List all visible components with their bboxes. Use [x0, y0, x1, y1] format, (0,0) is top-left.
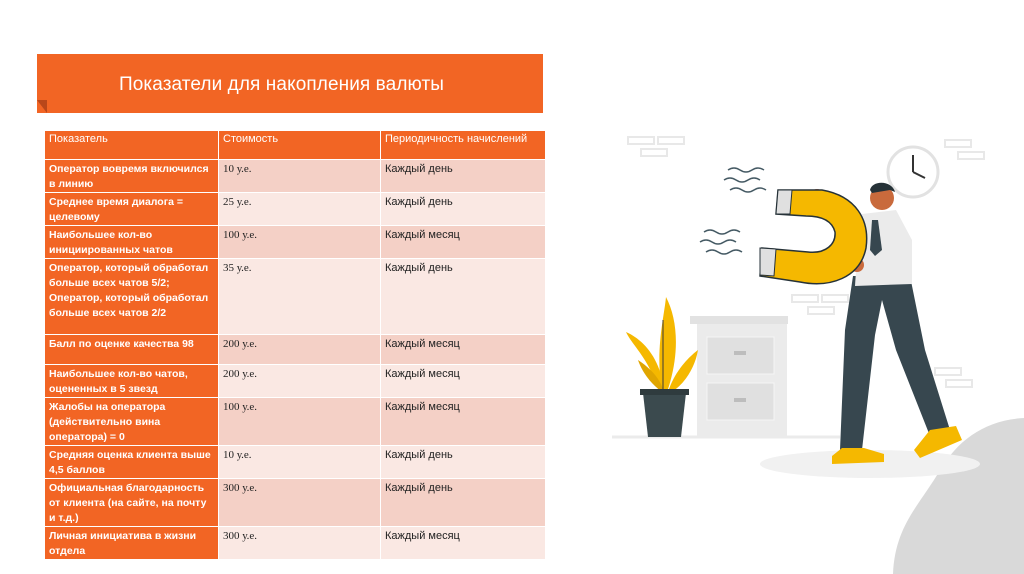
table-row — [45, 398, 546, 446]
table-row — [45, 259, 546, 335]
cost-cell: 200 у.е. — [219, 335, 381, 365]
cost-cell: 35 у.е. — [219, 259, 381, 335]
wall-clock-icon — [888, 147, 938, 197]
period-cell: Каждый месяц — [381, 226, 546, 259]
period-cell: Каждый месяц — [381, 527, 546, 560]
cabinet-icon — [690, 316, 788, 437]
cost-cell: 100 у.е. — [219, 398, 381, 446]
header-indicator: Показатель — [45, 131, 219, 160]
page-title: Показатели для накопления валюты — [119, 74, 445, 95]
indicator-cell: Личная инициатива в жизни отдела — [45, 527, 219, 560]
indicator-cell: Официальная благодарность от клиента (на сайте, на почту и т.д.) — [45, 479, 219, 527]
potted-plant-icon — [626, 297, 698, 437]
period-cell: Каждый день — [381, 160, 546, 193]
indicator-cell: Оператор вовремя включился в линию — [45, 160, 219, 193]
illustration — [600, 120, 1024, 574]
table-row — [45, 479, 546, 527]
header-period: Периодичность начислений — [381, 131, 546, 160]
cost-cell: 100 у.е. — [219, 226, 381, 259]
table-row — [45, 193, 546, 226]
table-row — [45, 335, 546, 365]
period-cell: Каждый месяц — [381, 398, 546, 446]
indicator-cell: Наибольшее кол-во инициированных чатов — [45, 226, 219, 259]
indicator-cell: Балл по оценке качества 98 — [45, 335, 219, 365]
table-row — [45, 365, 546, 398]
cost-cell: 10 у.е. — [219, 446, 381, 479]
table-row — [45, 160, 546, 193]
cost-cell: 10 у.е. — [219, 160, 381, 193]
table-row — [45, 527, 546, 560]
cost-cell: 300 у.е. — [219, 527, 381, 560]
table-row — [45, 226, 546, 259]
indicator-cell: Среднее время диалога = целевому — [45, 193, 219, 226]
magnet-icon — [760, 190, 867, 284]
table-header-row — [45, 131, 546, 160]
header-cost: Стоимость — [219, 131, 381, 160]
magnetic-field-lines — [700, 168, 766, 254]
period-cell: Каждый день — [381, 193, 546, 226]
title-banner-fold — [37, 100, 47, 113]
cost-cell: 200 у.е. — [219, 365, 381, 398]
period-cell: Каждый месяц — [381, 365, 546, 398]
metrics-table — [44, 130, 546, 560]
cost-cell: 25 у.е. — [219, 193, 381, 226]
indicator-cell: Жалобы на оператора (действительно вина оператора) = 0 — [45, 398, 219, 446]
indicator-cell: Средняя оценка клиента выше 4,5 баллов — [45, 446, 219, 479]
period-cell: Каждый день — [381, 446, 546, 479]
period-cell: Каждый день — [381, 479, 546, 527]
table-row — [45, 446, 546, 479]
period-cell: Каждый месяц — [381, 335, 546, 365]
indicator-cell: Наибольшее кол-во чатов, оцененных в 5 звезд — [45, 365, 219, 398]
indicator-cell: Оператор, который обработал больше всех чатов 5/2; Оператор, который обработал больше всех чатов 2/2 — [45, 259, 219, 335]
cost-cell: 300 у.е. — [219, 479, 381, 527]
period-cell: Каждый день — [381, 259, 546, 335]
